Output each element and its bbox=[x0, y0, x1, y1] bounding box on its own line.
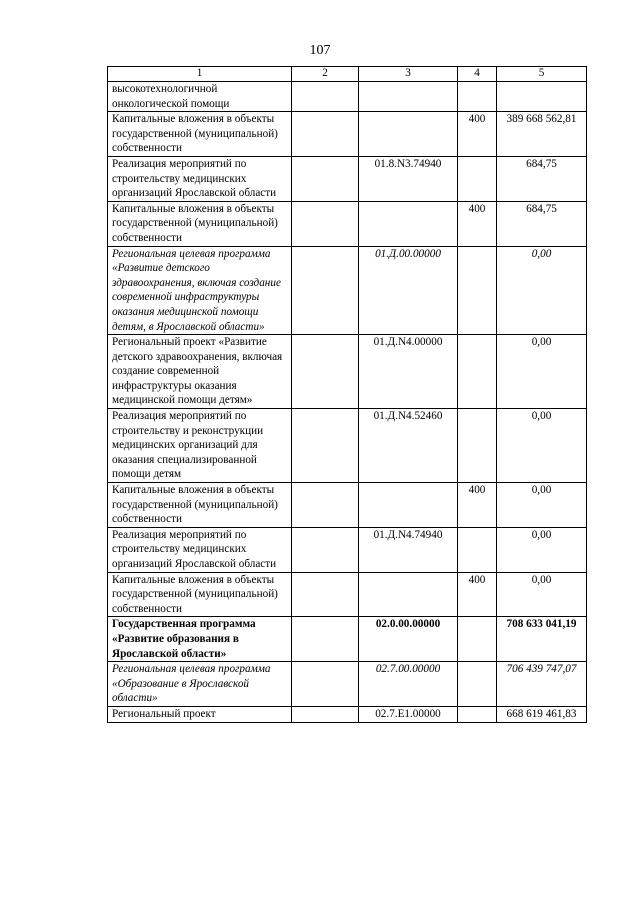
row-type-cell bbox=[458, 706, 497, 722]
column-header: 5 bbox=[497, 67, 587, 82]
table-row bbox=[108, 82, 587, 112]
row-code-cell bbox=[359, 112, 458, 157]
column-header: 4 bbox=[458, 67, 497, 82]
row-name-cell: Региональная целевая программа «Развитие детского здравоохранения, включая создание современной инфраструктуры оказания медицинской помощи детям, в Ярославской области» bbox=[108, 246, 292, 335]
row-code-cell: 02.0.00.00000 bbox=[359, 617, 458, 662]
row-name-cell: Реализация мероприятий по строительству медицинских организаций Ярославской области bbox=[108, 527, 292, 572]
table-row bbox=[108, 156, 587, 201]
row-type-cell bbox=[458, 335, 497, 409]
row-name-cell: Региональная целевая программа «Образование в Ярославской области» bbox=[108, 662, 292, 707]
row-code-cell: 01.8.N3.74940 bbox=[359, 156, 458, 201]
row-amount-cell: 0,00 bbox=[497, 527, 587, 572]
row-code-cell: 02.7.00.00000 bbox=[359, 662, 458, 707]
table-row bbox=[108, 662, 587, 707]
row-col2-cell bbox=[292, 662, 359, 707]
row-type-cell: 400 bbox=[458, 201, 497, 246]
row-type-cell bbox=[458, 156, 497, 201]
row-name-cell: Региональный проект «Развитие детского здравоохранения, включая создание современной инфраструктуры оказания медицинской помощи детям» bbox=[108, 335, 292, 409]
row-name-cell: Региональный проект bbox=[108, 706, 292, 722]
row-name-cell: Капитальные вложения в объекты государственной (муниципальной) собственности bbox=[108, 483, 292, 528]
row-amount-cell: 684,75 bbox=[497, 201, 587, 246]
row-col2-cell bbox=[292, 527, 359, 572]
table-row bbox=[108, 483, 587, 528]
table-row bbox=[108, 572, 587, 617]
row-amount-cell: 708 633 041,19 bbox=[497, 617, 587, 662]
row-amount-cell: 706 439 747,07 bbox=[497, 662, 587, 707]
budget-table bbox=[107, 66, 587, 723]
row-code-cell: 02.7.E1.00000 bbox=[359, 706, 458, 722]
row-col2-cell bbox=[292, 246, 359, 335]
row-name-cell: Капитальные вложения в объекты государственной (муниципальной) собственности bbox=[108, 112, 292, 157]
row-code-cell bbox=[359, 572, 458, 617]
row-type-cell bbox=[458, 527, 497, 572]
column-header: 2 bbox=[292, 67, 359, 82]
row-type-cell bbox=[458, 82, 497, 112]
row-name-cell: Капитальные вложения в объекты государственной (муниципальной) собственности bbox=[108, 572, 292, 617]
row-code-cell bbox=[359, 483, 458, 528]
row-name-cell: Государственная программа «Развитие образования в Ярославской области» bbox=[108, 617, 292, 662]
row-name-cell: Реализация мероприятий по строительству медицинских организаций Ярославской области bbox=[108, 156, 292, 201]
row-code-cell: 01.Д.00.00000 bbox=[359, 246, 458, 335]
row-amount-cell: 0,00 bbox=[497, 572, 587, 617]
table-row bbox=[108, 409, 587, 483]
row-type-cell bbox=[458, 617, 497, 662]
row-name-cell: Капитальные вложения в объекты государственной (муниципальной) собственности bbox=[108, 201, 292, 246]
row-col2-cell bbox=[292, 706, 359, 722]
row-amount-cell: 0,00 bbox=[497, 335, 587, 409]
row-col2-cell bbox=[292, 617, 359, 662]
row-code-cell: 01.Д.N4.52460 bbox=[359, 409, 458, 483]
row-amount-cell: 0,00 bbox=[497, 409, 587, 483]
row-col2-cell bbox=[292, 572, 359, 617]
row-type-cell bbox=[458, 409, 497, 483]
table-row bbox=[108, 335, 587, 409]
table-row bbox=[108, 617, 587, 662]
row-type-cell bbox=[458, 662, 497, 707]
row-amount-cell: 0,00 bbox=[497, 246, 587, 335]
row-type-cell bbox=[458, 246, 497, 335]
row-col2-cell bbox=[292, 82, 359, 112]
row-col2-cell bbox=[292, 201, 359, 246]
table-row bbox=[108, 527, 587, 572]
row-amount-cell: 0,00 bbox=[497, 483, 587, 528]
row-col2-cell bbox=[292, 112, 359, 157]
row-col2-cell bbox=[292, 483, 359, 528]
row-type-cell: 400 bbox=[458, 572, 497, 617]
table-row bbox=[108, 246, 587, 335]
header-row bbox=[108, 67, 587, 82]
row-amount-cell: 668 619 461,83 bbox=[497, 706, 587, 722]
row-amount-cell bbox=[497, 82, 587, 112]
row-col2-cell bbox=[292, 156, 359, 201]
column-header: 1 bbox=[108, 67, 292, 82]
row-name-cell: Реализация мероприятий по строительству и реконструкции медицинских организаций для оказания специализированной помощи детям bbox=[108, 409, 292, 483]
row-code-cell: 01.Д.N4.74940 bbox=[359, 527, 458, 572]
row-code-cell bbox=[359, 82, 458, 112]
row-type-cell: 400 bbox=[458, 483, 497, 528]
table-row bbox=[108, 706, 587, 722]
column-header: 3 bbox=[359, 67, 458, 82]
row-amount-cell: 684,75 bbox=[497, 156, 587, 201]
row-code-cell: 01.Д.N4.00000 bbox=[359, 335, 458, 409]
row-col2-cell bbox=[292, 409, 359, 483]
table-row bbox=[108, 112, 587, 157]
row-type-cell: 400 bbox=[458, 112, 497, 157]
row-amount-cell: 389 668 562,81 bbox=[497, 112, 587, 157]
page-number: 107 bbox=[309, 43, 331, 58]
table-row bbox=[108, 201, 587, 246]
row-col2-cell bbox=[292, 335, 359, 409]
row-code-cell bbox=[359, 201, 458, 246]
row-name-cell: высокотехнологичной онкологической помощи bbox=[108, 82, 292, 112]
